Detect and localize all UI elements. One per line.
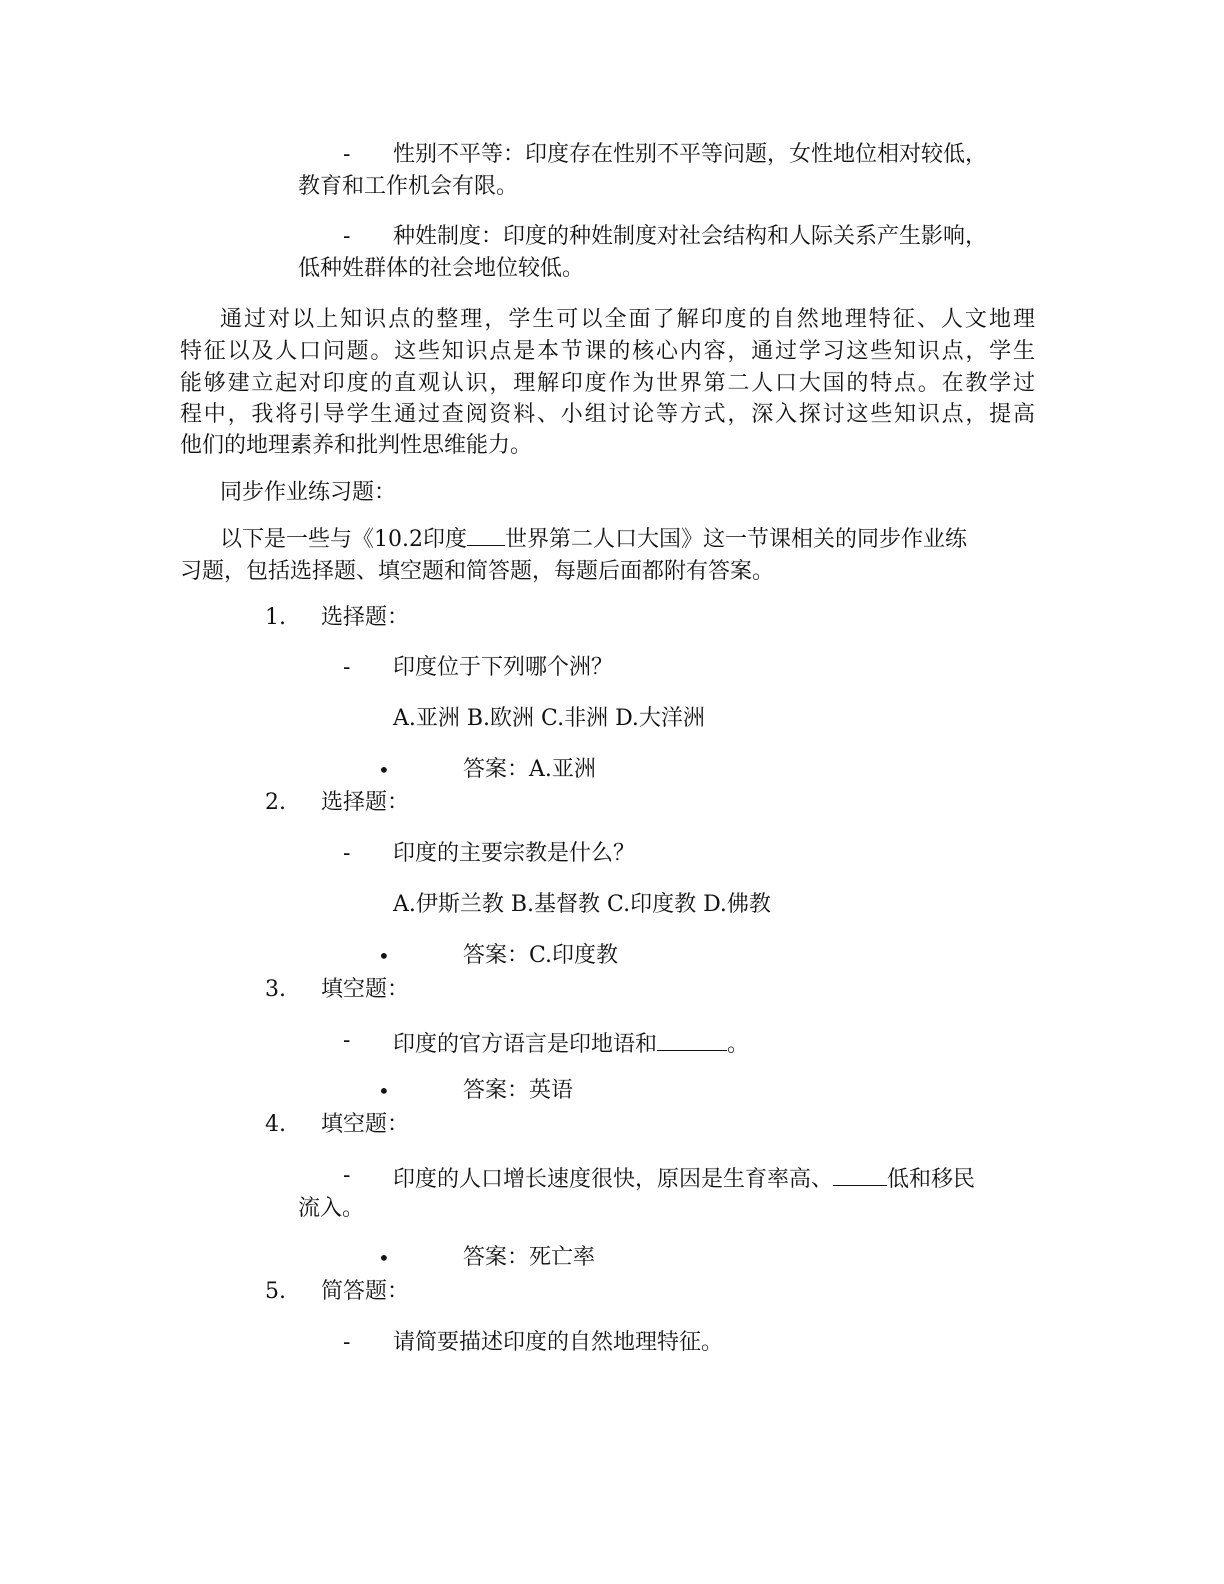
gender-inequality-line-2: 教育和工作机会有限。: [298, 174, 519, 199]
question-text: [393, 1026, 749, 1056]
bullet-marker: •: [378, 944, 390, 968]
question-type: 简答题：: [321, 1279, 410, 1304]
question-number: 1.: [265, 605, 286, 630]
question-text-before-blank: 印度的官方语言是印地语和: [393, 1032, 658, 1057]
dash-marker: -: [343, 1163, 351, 1188]
intro-line-1-part-2: 世界第二人口大国》这一节课相关的同步作业练: [505, 527, 968, 552]
gender-inequality-line-1: 性别不平等：印度存在性别不平等问题，女性地位相对较低，: [393, 142, 988, 167]
em-dash-rule: [467, 531, 505, 546]
answer-text: 答案：英语: [463, 1078, 574, 1103]
dash-marker: -: [343, 1330, 351, 1355]
question-type: 填空题：: [321, 977, 410, 1002]
bullet-marker: •: [378, 1246, 390, 1270]
fill-in-blank[interactable]: [833, 1161, 887, 1186]
dash-marker: -: [343, 841, 351, 866]
question-text: 请简要描述印度的自然地理特征。: [393, 1330, 724, 1355]
question-text-line-2: 流入。: [298, 1196, 365, 1221]
summary-line: 能够建立起对印度的直观认识，理解印度作为世界第二人口大国的特点。在教学过: [180, 371, 1035, 396]
question-number: 5.: [265, 1279, 286, 1304]
intro-line-1-part-1: 以下是一些与《10.2印度: [220, 527, 467, 552]
question-number: 4.: [265, 1112, 286, 1137]
caste-system-line-1: 种姓制度：印度的种姓制度对社会结构和人际关系产生影响，: [393, 224, 988, 249]
question-options: A.亚洲 B.欧洲 C.非洲 D.大洋洲: [393, 706, 705, 731]
question-type: 选择题：: [321, 790, 410, 815]
exercise-heading: 同步作业练习题：: [220, 480, 397, 505]
summary-line: 程中，我将引导学生通过查阅资料、小组讨论等方式，深入探讨这些知识点，提高: [180, 402, 1035, 427]
question-text: [393, 1161, 975, 1191]
dash-marker: -: [343, 224, 351, 249]
question-text-after-blank: 低和移民: [887, 1167, 976, 1192]
intro-line-1: [220, 525, 967, 555]
intro-line-2: 习题，包括选择题、填空题和简答题，每题后面都附有答案。: [180, 559, 775, 584]
summary-line: 特征以及人口问题。这些知识点是本节课的核心内容，通过学习这些知识点，学生: [180, 339, 1035, 364]
dash-marker: -: [343, 1028, 351, 1053]
fill-in-blank[interactable]: [657, 1026, 727, 1051]
summary-line: 他们的地理素养和批判性思维能力。: [180, 433, 533, 458]
bullet-marker: •: [378, 758, 390, 782]
question-text: 印度的主要宗教是什么？: [393, 841, 636, 866]
summary-line: 通过对以上知识点的整理，学生可以全面了解印度的自然地理特征、人文地理: [220, 307, 1035, 332]
caste-system-line-2: 低种姓群体的社会地位较低。: [298, 256, 585, 281]
question-type: 选择题：: [321, 605, 410, 630]
question-number: 2.: [265, 790, 286, 815]
answer-text: 答案：C.印度教: [463, 943, 619, 968]
dash-marker: -: [343, 655, 351, 680]
question-text: 印度位于下列哪个洲？: [393, 655, 614, 680]
answer-text: 答案：A.亚洲: [463, 757, 596, 782]
bullet-marker: •: [378, 1079, 390, 1103]
answer-text: 答案：死亡率: [463, 1245, 596, 1270]
question-number: 3.: [265, 977, 286, 1002]
question-text-after-blank: 。: [727, 1032, 750, 1057]
question-text-before-blank: 印度的人口增长速度很快，原因是生育率高、: [393, 1167, 834, 1192]
question-options: A.伊斯兰教 B.基督教 C.印度教 D.佛教: [393, 892, 771, 917]
dash-marker: -: [343, 142, 351, 167]
question-type: 填空题：: [321, 1112, 410, 1137]
